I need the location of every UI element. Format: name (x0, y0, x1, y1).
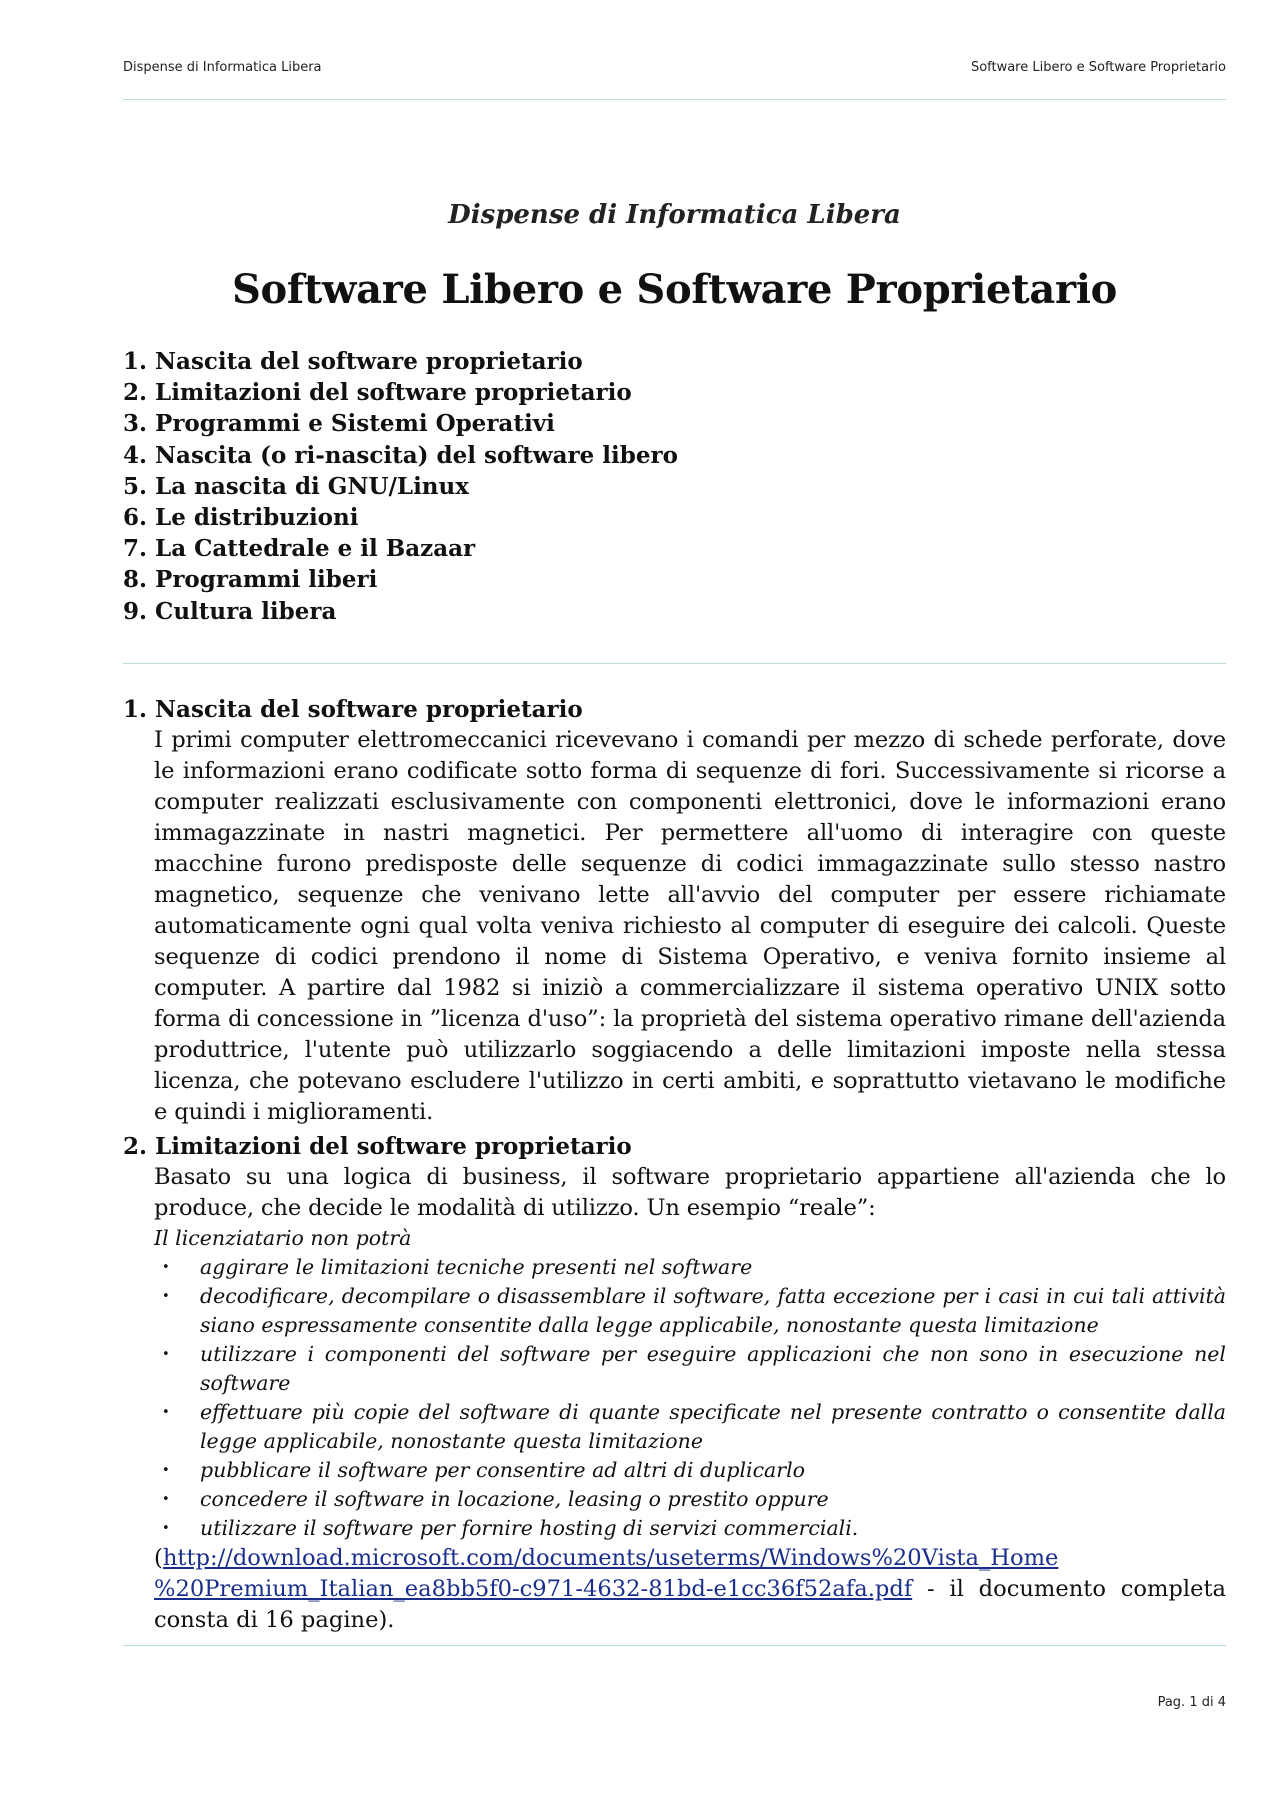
list-item-text: pubblicare il software per consentire ad altri di duplicarlo (200, 1458, 805, 1482)
section-software-proprietario-nascita (123, 694, 1226, 1128)
license-source (154, 1543, 1226, 1636)
bullet-icon: • (162, 1492, 170, 1507)
section-paragraph: I primi computer elettromeccanici ricevevano i comandi per mezzo di schede perforate, dove le informazioni erano codificate sotto forma di sequenze di fori. Successivamente si ricorse a computer realizzati esclusivamente con componenti elettronici, dove le informazioni erano immagazzinate in nastri magnetici. Per permettere all'uomo di interagire con queste macchine furono predisposte delle sequenze di codici immagazzinate sullo stesso nastro magnetico, sequenze che venivano lette all'avvio del computer per essere richiamate automaticamente ogni qual volta veniva richiesto al computer di eseguire dei calcoli. Queste sequenze di codici prendono il nome di Sistema Operativo, e veniva fornito insieme al computer. A partire dal 1982 si iniziò a commercializzare il sistema operativo UNIX sotto forma di concessione in ”licenza d'uso”: la proprietà del sistema operativo rimane dell'azienda produttrice, l'utente può utilizzarlo soggiacendo a delle limitazioni imposte nella stessa licenza, che potevano escludere l'utilizzo in certi ambiti, e soprattutto vietavano le modifiche e quindi i miglioramenti. (154, 727, 1226, 1125)
toc-item: 5. La nascita di GNU/Linux (123, 472, 469, 500)
section-paragraph: Basato su una logica di business, il software proprietario appartiene all'azienda che lo produce, che decide le modalità di utilizzo. Un esempio “reale”: (154, 1164, 1226, 1221)
header-right-text: Software Libero e Software Proprietario (970, 60, 1226, 75)
page-number: Pag. 1 di 4 (1157, 1695, 1226, 1710)
bullet-icon: • (162, 1463, 170, 1478)
bullet-icon: • (162, 1289, 170, 1304)
toc-item: 8. Programmi liberi (123, 566, 378, 594)
list-item (154, 1456, 1226, 1485)
toc-item: 4. Nascita (o ri-nascita) del software libero (123, 441, 678, 469)
document-title: Software Libero e Software Proprietario (231, 266, 1118, 313)
license-quote-intro: Il licenziatario non potrà (154, 1226, 412, 1250)
toc-item: 6. Le distribuzioni (123, 504, 359, 532)
list-item (154, 1485, 1226, 1514)
source-link-line-2: %20Premium_Italian_ea8bb5f0-c971-4632-81bd-e1cc36f52afa.pdf (154, 1576, 913, 1602)
list-item-text: concedere il software in locazione, leasing o prestito oppure (200, 1487, 829, 1511)
section-heading: 2. Limitazioni del software proprietario (123, 1133, 632, 1160)
bullet-icon: • (162, 1260, 170, 1275)
header-left-text: Dispense di Informatica Libera (123, 60, 322, 75)
list-item (154, 1514, 1226, 1543)
header-divider (123, 99, 1226, 100)
bullet-icon: • (162, 1405, 170, 1420)
list-item-text: aggirare le limitazioni tecniche presenti nel software (200, 1255, 753, 1279)
list-item-text: utilizzare il software per fornire hosting di servizi commerciali. (200, 1516, 859, 1540)
document-subtitle: Dispense di Informatica Libera (448, 200, 901, 230)
section-limitazioni (123, 1131, 1226, 1636)
section-body (154, 1162, 1226, 1224)
list-item-text: decodificare, decompilare o disassemblare il software, fatta eccezione per i casi in cui tali attività siano espressamente consentite dalla legge applicabile, nonostante questa limitazione (200, 1284, 1226, 1337)
source-suffix: - il documento completa consta di 16 pagine). (154, 1576, 1226, 1633)
toc-item: 3. Programmi e Sistemi Operativi (123, 410, 555, 438)
toc-item: 1. Nascita del software proprietario (123, 348, 583, 375)
list-item (154, 1398, 1226, 1456)
toc-divider (123, 663, 1226, 664)
toc-item: 2. Limitazioni del software proprietario (123, 379, 632, 407)
footer-divider (123, 1645, 1226, 1646)
section-heading: 1. Nascita del software proprietario (123, 696, 583, 723)
bullet-icon: • (162, 1347, 170, 1362)
document-page (123, 0, 1226, 1811)
source-open-paren: ( (154, 1545, 163, 1571)
toc-item: 9. Cultura libera (123, 597, 337, 625)
source-link-line-1: http://download.microsoft.com/documents/useterms/Windows%20Vista_Home (162, 1545, 1059, 1571)
list-item (154, 1253, 1226, 1282)
list-item (154, 1340, 1226, 1398)
section-body (154, 725, 1226, 1128)
list-item (154, 1282, 1226, 1340)
bullet-icon: • (162, 1521, 170, 1536)
toc-item: 7. La Cattedrale e il Bazaar (123, 535, 476, 563)
list-item-text: effettuare più copie del software di quante specificate nel presente contratto o consentite dalla legge applicabile, nonostante questa limitazione (200, 1400, 1226, 1453)
license-limits-list (154, 1253, 1226, 1543)
list-item-text: utilizzare i componenti del software per eseguire applicazioni che non sono in esecuzione nel software (200, 1342, 1226, 1395)
table-of-contents (123, 346, 678, 627)
